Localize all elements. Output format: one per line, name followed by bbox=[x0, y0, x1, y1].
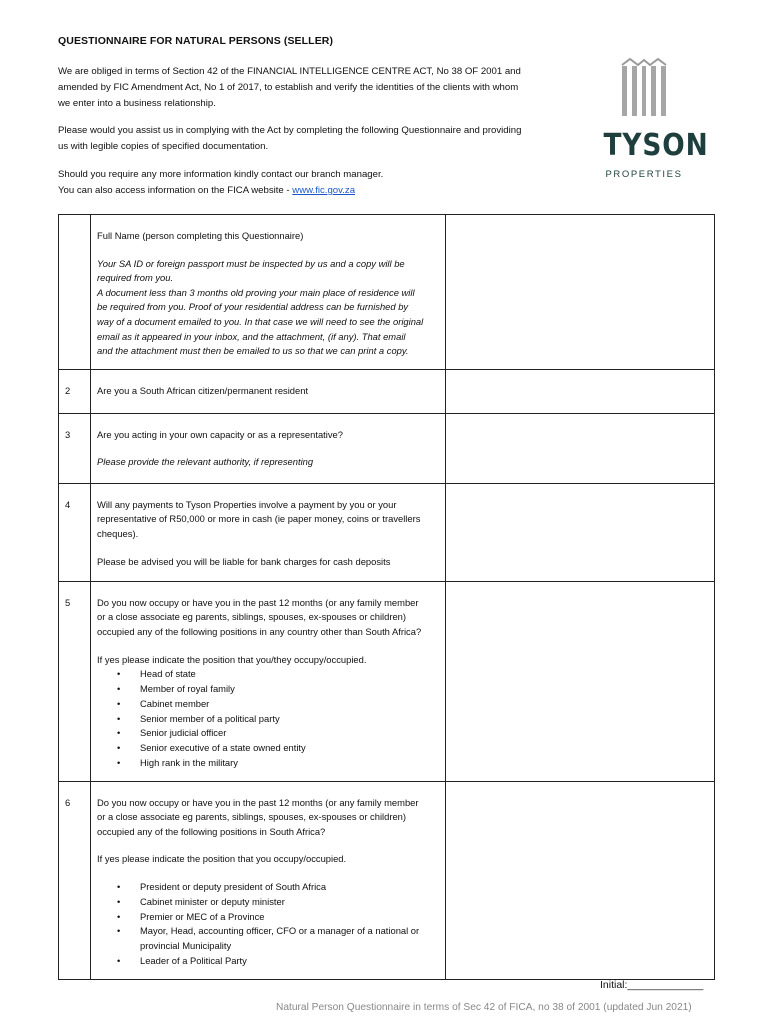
bullet-icon: • bbox=[117, 910, 121, 922]
question-label: Full Name (person completing this Questionnaire) bbox=[97, 230, 304, 241]
table-row bbox=[59, 215, 715, 370]
intro-paragraph-request bbox=[58, 123, 548, 155]
list-item: • Premier or MEC of a Province bbox=[97, 910, 437, 925]
question-cell-foreign-positions bbox=[91, 581, 446, 781]
position-list bbox=[97, 667, 437, 771]
table-row bbox=[59, 369, 715, 413]
fic-website-link[interactable]: www.fic.gov.za bbox=[292, 185, 356, 196]
instruction-line: Your SA ID or foreign passport must be inspected by us and a copy will be bbox=[97, 257, 405, 269]
question-lead: If yes please indicate the position that you occupy/occupied. bbox=[97, 853, 347, 865]
page-title: QUESTIONNAIRE FOR NATURAL PERSONS (SELLER) bbox=[58, 35, 334, 47]
bullet-icon: • bbox=[117, 697, 121, 709]
answer-field-citizen[interactable] bbox=[446, 369, 715, 413]
intro-line: We are obliged in terms of Section 42 of the FINANCIAL INTELLIGENCE CENTRE ACT, No 38 OF 2001 and bbox=[58, 66, 521, 77]
bullet-icon: • bbox=[117, 727, 121, 739]
instruction-line: be required from you. Proof of your residential address can be furnished by bbox=[97, 301, 409, 313]
question-cell-domestic-positions bbox=[91, 781, 446, 979]
bullet-icon: • bbox=[117, 925, 121, 937]
questionnaire-table bbox=[58, 214, 715, 980]
list-item: • Cabinet minister or deputy minister bbox=[97, 895, 437, 910]
intro-line: Please would you assist us in complying with the Act by completing the following Questionnaire and providing bbox=[58, 125, 522, 136]
list-item: • Leader of a Political Party bbox=[97, 954, 437, 969]
intro-paragraph-contact bbox=[58, 167, 548, 199]
bullet-icon: • bbox=[117, 756, 121, 768]
bullet-icon: • bbox=[117, 742, 121, 754]
answer-field-cash-payments[interactable] bbox=[446, 483, 715, 581]
logo-subtitle: PROPERTIES bbox=[605, 169, 683, 180]
list-item: • Senior member of a political party bbox=[97, 712, 437, 727]
row-number: 2 bbox=[59, 369, 91, 413]
intro-line: Should you require any more information kindly contact our branch manager. bbox=[58, 169, 384, 180]
question-line: Do you now occupy or have you in the past 12 months (or any family member bbox=[97, 596, 419, 608]
table-row bbox=[59, 413, 715, 483]
instruction-line: email as it appeared in your inbox, and the attachment, (if any). That email bbox=[97, 330, 406, 342]
answer-field-full-name[interactable] bbox=[446, 215, 715, 370]
question-line: or a close associate eg parents, siblings, spouses, ex-spouses or children) bbox=[97, 811, 407, 823]
answer-field-domestic-positions[interactable] bbox=[446, 781, 715, 979]
instruction-line: and the attachment must then be emailed to us so that we can print a copy. bbox=[97, 345, 409, 357]
page-footer: Natural Person Questionnaire in terms of Sec 42 of FICA, no 38 of 2001 (updated Jun 2021) bbox=[276, 1002, 692, 1013]
position-list bbox=[97, 880, 437, 969]
initial-signature-line[interactable]: Initial:_____________ bbox=[600, 979, 704, 991]
question-line: representative of R50,000 or more in cash (ie paper money, coins or travellers bbox=[97, 513, 421, 525]
tyson-properties-logo bbox=[598, 57, 709, 187]
bullet-icon: • bbox=[117, 668, 121, 680]
row-number: 5 bbox=[59, 581, 91, 781]
bullet-icon: • bbox=[117, 895, 121, 907]
intro-line: us with legible copies of specified documentation. bbox=[58, 141, 269, 152]
list-item: • Senior executive of a state owned entity bbox=[97, 741, 437, 756]
question-cell-citizen bbox=[91, 369, 446, 413]
list-item: • Senior judicial officer bbox=[97, 726, 437, 741]
bullet-icon: • bbox=[117, 682, 121, 694]
instruction-line: required from you. bbox=[97, 272, 174, 284]
intro-line bbox=[58, 183, 548, 199]
question-line: cheques). bbox=[97, 527, 139, 539]
logo-wordmark: TYSON bbox=[603, 128, 709, 163]
question-note: Please be advised you will be liable for bank charges for cash deposits bbox=[97, 555, 391, 567]
table-row bbox=[59, 483, 715, 581]
row-number bbox=[59, 215, 91, 370]
question-lead: If yes please indicate the position that you/they occupy/occupied. bbox=[97, 653, 367, 665]
list-item: • Head of state bbox=[97, 667, 437, 682]
list-item: • Cabinet member bbox=[97, 697, 437, 712]
answer-field-foreign-positions[interactable] bbox=[446, 581, 715, 781]
intro-paragraph-obligation bbox=[58, 64, 548, 112]
bullet-icon: • bbox=[117, 881, 121, 893]
bullet-icon: • bbox=[117, 712, 121, 724]
question-cell-full-name bbox=[91, 215, 446, 370]
question-cell-capacity bbox=[91, 413, 446, 483]
question-label: Are you acting in your own capacity or as a representative? bbox=[97, 428, 343, 440]
answer-field-capacity[interactable] bbox=[446, 413, 715, 483]
table-row bbox=[59, 781, 715, 979]
pillars-logo-icon bbox=[598, 57, 690, 121]
row-number: 3 bbox=[59, 413, 91, 483]
instruction-line: way of a document emailed to you. In that case we will need to see the original bbox=[97, 315, 424, 327]
question-line: occupied any of the following positions in South Africa? bbox=[97, 825, 326, 837]
intro-line: amended by FIC Amendment Act, No 1 of 2017, to establish and verify the identities of the clients with whom bbox=[58, 82, 519, 93]
question-line: occupied any of the following positions in any country other than South Africa? bbox=[97, 625, 422, 637]
list-item: • Mayor, Head, accounting officer, CFO or a manager of a national or bbox=[97, 924, 437, 939]
question-cell-cash-payments bbox=[91, 483, 446, 581]
bullet-icon: • bbox=[117, 955, 121, 967]
list-item-continuation: provincial Municipality bbox=[140, 940, 232, 952]
list-item: • High rank in the military bbox=[97, 756, 437, 771]
intro-line: we enter into a business relationship. bbox=[58, 98, 216, 109]
intro-line-prefix: You can also access information on the FICA website - bbox=[58, 185, 293, 196]
list-item: • Member of royal family bbox=[97, 682, 437, 697]
question-line: or a close associate eg parents, siblings, spouses, ex-spouses or children) bbox=[97, 611, 407, 623]
question-label: Are you a South African citizen/permanent resident bbox=[97, 384, 309, 396]
table-row bbox=[59, 581, 715, 781]
question-line: Will any payments to Tyson Properties involve a payment by you or your bbox=[97, 498, 397, 510]
row-number: 6 bbox=[59, 781, 91, 979]
list-item: • President or deputy president of South Africa bbox=[97, 880, 437, 895]
instruction-line: A document less than 3 months old proving your main place of residence will bbox=[97, 286, 415, 298]
row-number: 4 bbox=[59, 483, 91, 581]
question-line: Do you now occupy or have you in the past 12 months (or any family member bbox=[97, 796, 419, 808]
question-note: Please provide the relevant authority, if representing bbox=[97, 456, 314, 468]
